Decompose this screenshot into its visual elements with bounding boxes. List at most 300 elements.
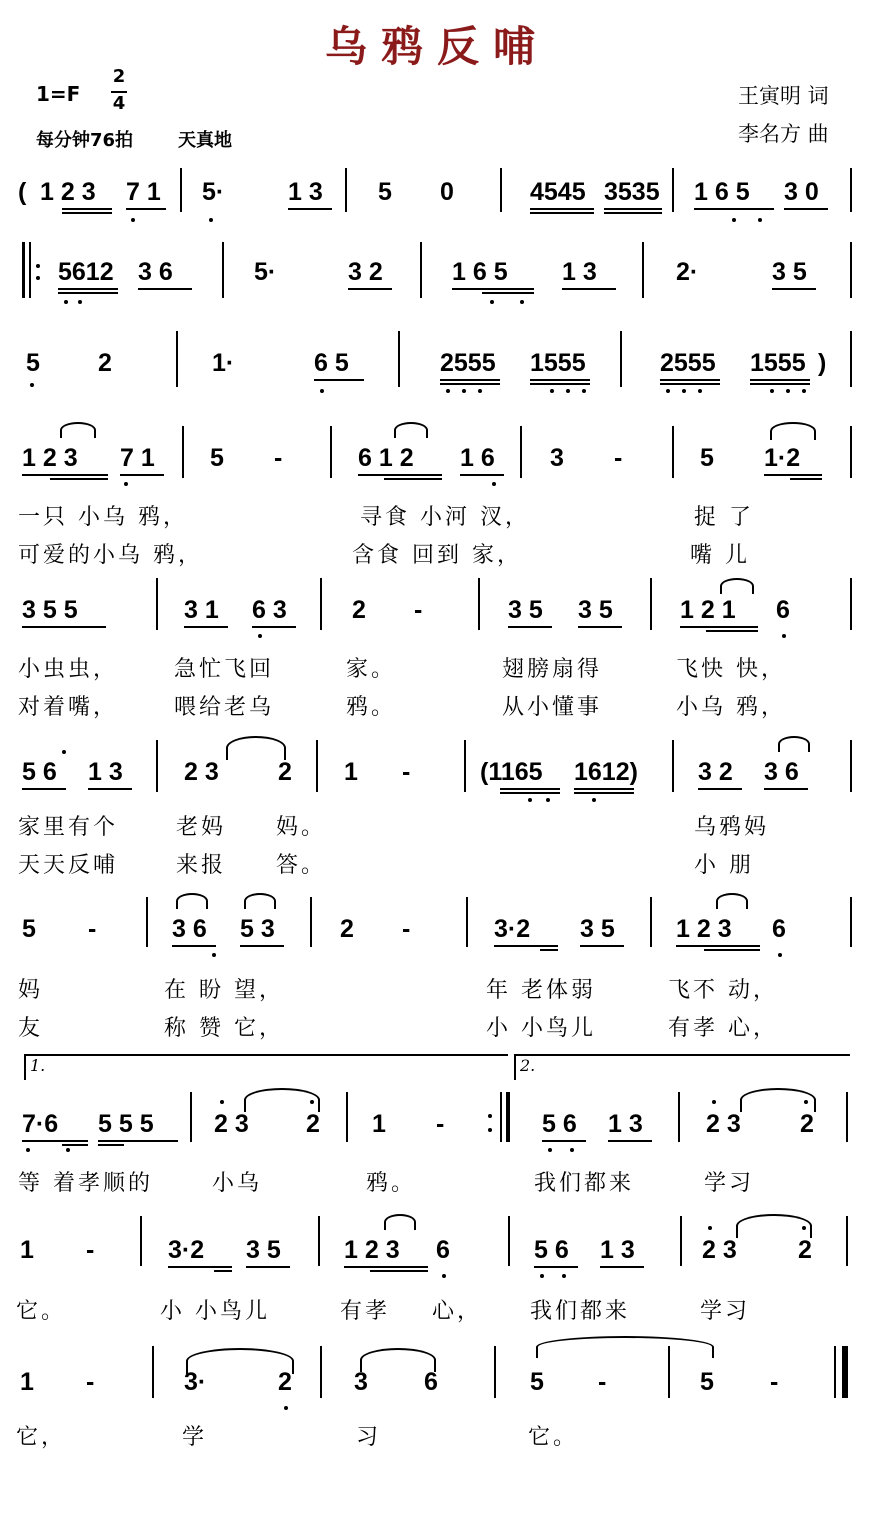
octave-dot: [212, 953, 216, 957]
underline: [440, 383, 500, 385]
underline: [500, 792, 560, 794]
note-group: 2: [278, 758, 292, 786]
note-group: -: [86, 1236, 95, 1264]
tie-slur: [244, 893, 276, 909]
note-group: 3 2: [348, 258, 383, 286]
octave-dot: [220, 1100, 224, 1104]
note-group: 3: [354, 1368, 368, 1396]
underline: [452, 288, 534, 290]
note-group: -: [414, 596, 423, 624]
octave-dot: [802, 1226, 806, 1230]
octave-dot: [310, 1100, 314, 1104]
lyric-line: 老妈: [176, 815, 227, 840]
octave-dot: [566, 389, 570, 393]
note-group: 2 3: [702, 1236, 737, 1264]
note-group: 6 1 2: [358, 444, 414, 472]
underline: [88, 788, 132, 790]
underline: [698, 788, 742, 790]
lyric-line: 家里有个: [18, 815, 119, 840]
lyric-line: 小乌 鸦，: [676, 695, 786, 720]
note-group: 6: [436, 1236, 450, 1264]
lyric-line: 它，: [16, 1425, 67, 1450]
underline: [98, 1144, 124, 1146]
note-group: 2: [352, 596, 366, 624]
lyric-line: 我们都来: [534, 1171, 635, 1196]
lyric-line: 学习: [704, 1171, 755, 1196]
note-group: 5: [22, 915, 36, 943]
note-group: -: [274, 444, 283, 472]
barline: [140, 1216, 142, 1266]
octave-dot: [462, 389, 466, 393]
octave-dot: [570, 1148, 574, 1152]
key-signature: 1=F: [36, 82, 81, 106]
score-system-8: [0, 1052, 874, 1202]
octave-dot: [778, 953, 782, 957]
underline: [790, 478, 822, 480]
underline: [348, 288, 392, 290]
octave-dot: [446, 389, 450, 393]
repeat-dot: [488, 1128, 492, 1132]
note-group: 3 1: [184, 596, 219, 624]
lyric-line: 含食 回到 家，: [352, 543, 522, 568]
lyric-line: 小 小鸟儿: [486, 1016, 596, 1041]
close-paren: ): [818, 349, 827, 377]
octave-dot: [546, 798, 550, 802]
underline: [530, 212, 594, 214]
note-group: -: [770, 1368, 779, 1396]
final-barline-thick: [842, 1346, 848, 1398]
tie-slur: [716, 893, 748, 909]
lyric-line: 年 老体弱: [486, 978, 596, 1003]
note-group: -: [436, 1110, 445, 1138]
underline: [574, 792, 634, 794]
note-group: 6 3: [252, 596, 287, 624]
tie-slur: [244, 1088, 320, 1112]
lyric-line: 有孝: [340, 1299, 391, 1324]
lyric-line: 友: [18, 1016, 44, 1041]
barline: [398, 331, 400, 387]
underline: [22, 474, 108, 476]
lyric-line: 飞不 动，: [668, 978, 778, 1003]
octave-dot: [698, 389, 702, 393]
score-system-3: [0, 325, 874, 405]
note-group: 6 5: [314, 349, 349, 377]
octave-dot: [804, 1100, 808, 1104]
underline: [62, 212, 112, 214]
underline: [246, 1266, 290, 1268]
note-group: -: [86, 1368, 95, 1396]
tie-slur: [536, 1336, 714, 1358]
underline: [694, 208, 774, 210]
tempo-marking: 每分钟76拍: [36, 130, 134, 151]
underline: [358, 474, 442, 476]
lyric-line: 学习: [700, 1299, 751, 1324]
song-title: 乌鸦反哺: [324, 22, 549, 71]
underline: [534, 1266, 578, 1268]
barline: [494, 1346, 496, 1398]
underline: [660, 379, 720, 381]
note-group: 2·: [676, 258, 699, 286]
barline: [346, 1092, 348, 1142]
barline: [672, 168, 674, 212]
note-group: 1 3: [88, 758, 123, 786]
lyric-line: 小 小鸟儿: [160, 1299, 270, 1324]
note-group: 2 3: [184, 758, 219, 786]
underline: [508, 626, 552, 628]
note-group: 2: [306, 1110, 320, 1138]
underline: [384, 478, 442, 480]
lyric-line: 喂给老乌: [174, 695, 275, 720]
note-group: 1 3: [562, 258, 597, 286]
score-system-1: [0, 160, 874, 230]
underline: [22, 1140, 88, 1142]
barline: [222, 242, 224, 298]
note-group: 2 3: [706, 1110, 741, 1138]
note-group: 5: [700, 1368, 714, 1396]
barline: [345, 168, 347, 212]
underline: [172, 945, 216, 947]
note-group: 1: [344, 758, 358, 786]
note-group: 1: [20, 1236, 34, 1264]
lyric-line: 答。: [276, 853, 327, 878]
note-group: 1 6 5: [694, 178, 750, 206]
underline: [22, 788, 66, 790]
octave-dot: [66, 1148, 70, 1152]
underline: [580, 945, 624, 947]
underline: [184, 626, 228, 628]
barline: [850, 578, 852, 630]
octave-dot: [802, 389, 806, 393]
underline: [460, 474, 504, 476]
repeat-end-bar: [500, 1092, 502, 1142]
barline: [420, 242, 422, 298]
note-group: 1 2 3: [344, 1236, 400, 1264]
octave-dot: [490, 300, 494, 304]
underline: [604, 212, 662, 214]
octave-dot: [520, 300, 524, 304]
lyric-line: 对着嘴，: [18, 695, 119, 720]
volta-first-ending: 1.: [24, 1054, 508, 1080]
note-group: 2: [340, 915, 354, 943]
underline: [98, 1140, 178, 1142]
underline: [240, 945, 284, 947]
note-group: (1165: [480, 758, 543, 786]
barline: [650, 578, 652, 630]
underline: [604, 208, 662, 210]
octave-dot: [442, 1274, 446, 1278]
note-group: 0: [440, 178, 454, 206]
octave-dot: [548, 1148, 552, 1152]
note-group: 5 6: [534, 1236, 569, 1264]
lyric-line: 妈: [18, 978, 44, 1003]
octave-dot: [666, 389, 670, 393]
underline: [314, 379, 364, 381]
octave-dot: [782, 634, 786, 638]
tie-slur: [770, 422, 816, 440]
underline: [676, 945, 760, 947]
repeat-dot: [36, 264, 40, 268]
lyric-line: 乌鸦妈: [694, 815, 770, 840]
octave-dot: [492, 482, 496, 486]
lyric-line: 天天反哺: [18, 853, 119, 878]
octave-dot: [258, 634, 262, 638]
barline: [310, 897, 312, 947]
barline: [850, 331, 852, 387]
note-group: 5 3: [240, 915, 275, 943]
expression-marking: 天真地: [178, 130, 232, 151]
note-group: 3 5: [508, 596, 543, 624]
note-group: 7 1: [120, 444, 155, 472]
octave-dot: [786, 389, 790, 393]
barline: [846, 1092, 848, 1142]
lyric-line: 可爱的小乌 鸦，: [18, 543, 203, 568]
octave-dot: [592, 798, 596, 802]
barline: [672, 740, 674, 792]
lyric-line: 来报: [176, 853, 227, 878]
octave-dot: [562, 1274, 566, 1278]
underline: [542, 1140, 586, 1142]
barline: [650, 897, 652, 947]
octave-dot: [732, 218, 736, 222]
lyric-line: 有孝 心，: [668, 1016, 778, 1041]
barline: [668, 1346, 670, 1398]
tie-slur: [778, 736, 810, 752]
barline: [316, 740, 318, 792]
note-group: 3 5: [772, 258, 807, 286]
note-group: 1 6: [460, 444, 495, 472]
barline: [478, 578, 480, 630]
lyric-line: 从小懂事: [502, 695, 603, 720]
octave-dot: [209, 218, 213, 222]
lyric-line: 小虫虫，: [18, 657, 119, 682]
barline: [330, 426, 332, 478]
note-group: 1 3: [288, 178, 323, 206]
tie-slur: [736, 1214, 812, 1238]
barline: [152, 1346, 154, 1398]
barline: [464, 740, 466, 792]
barline: [680, 1216, 682, 1266]
note-group: 2555: [440, 349, 496, 377]
note-group: 1: [372, 1110, 386, 1138]
note-group: 5: [26, 349, 40, 377]
octave-dot: [682, 389, 686, 393]
octave-dot: [131, 218, 135, 222]
note-group: 3·: [184, 1368, 207, 1396]
lyric-line: 等 着孝顺的: [18, 1171, 153, 1196]
lyric-line: 妈。: [276, 815, 327, 840]
lyric-line: 急忙飞回: [174, 657, 275, 682]
underline: [126, 208, 166, 210]
tie-slur: [394, 422, 428, 438]
lyric-line: 我们都来: [530, 1299, 631, 1324]
underline: [772, 288, 816, 290]
octave-dot: [320, 389, 324, 393]
note-group: 6: [424, 1368, 438, 1396]
lyric-line: 小 朋: [694, 853, 754, 878]
note-group: 1 6 5: [452, 258, 508, 286]
note-group: 1 2 3: [22, 444, 78, 472]
underline: [214, 1270, 232, 1272]
note-group: 7 1: [126, 178, 161, 206]
lyric-line: 它。: [16, 1299, 67, 1324]
underline: [764, 788, 808, 790]
octave-dot: [478, 389, 482, 393]
time-sig-denominator: 4: [112, 93, 126, 114]
underline: [750, 379, 810, 381]
note-group: -: [598, 1368, 607, 1396]
note-group: 2: [278, 1368, 292, 1396]
note-group: 3·2: [494, 915, 531, 943]
score-system-7: [0, 885, 874, 1045]
barline: [620, 331, 622, 387]
barline: [500, 168, 502, 212]
note-group: 1612): [574, 758, 638, 786]
note-group: 6: [776, 596, 790, 624]
note-group: 4545: [530, 178, 586, 206]
note-group: 1555: [750, 349, 806, 377]
underline: [482, 292, 534, 294]
underline: [608, 1140, 652, 1142]
underline: [370, 1270, 428, 1272]
note-group: 1·2: [764, 444, 801, 472]
note-group: 1·: [212, 349, 235, 377]
tie-slur: [226, 736, 286, 760]
note-group: 5: [700, 444, 714, 472]
score-system-9: [0, 1206, 874, 1336]
underline: [252, 626, 296, 628]
note-group: 5 6: [542, 1110, 577, 1138]
open-paren: (: [18, 178, 27, 206]
lyric-line: 鸦。: [366, 1171, 417, 1196]
note-group: 1 2 1: [680, 596, 736, 624]
underline: [500, 788, 560, 790]
repeat-start-bar: [29, 242, 31, 298]
barline: [176, 331, 178, 387]
score-system-4: [0, 410, 874, 570]
barline: [318, 1216, 320, 1266]
lyric-line: 一只 小乌 鸦，: [18, 505, 188, 530]
lyric-line: 飞快 快，: [676, 657, 786, 682]
octave-dot: [528, 798, 532, 802]
note-group: 2: [98, 349, 112, 377]
barline: [678, 1092, 680, 1142]
octave-dot: [712, 1100, 716, 1104]
note-group: 1 3: [608, 1110, 643, 1138]
octave-dot: [708, 1226, 712, 1230]
barline: [642, 242, 644, 298]
underline: [706, 630, 758, 632]
tie-slur: [176, 893, 208, 909]
note-group: -: [402, 758, 411, 786]
note-group: 3 5 5: [22, 596, 78, 624]
note-group: 3 2: [698, 758, 733, 786]
underline: [138, 288, 192, 290]
time-sig-numerator: 2: [112, 66, 126, 87]
underline: [344, 1266, 428, 1268]
score-system-6: [0, 730, 874, 880]
lyric-line: 心，: [432, 1299, 483, 1324]
underline: [784, 208, 828, 210]
note-group: 5·: [202, 178, 225, 206]
score-system-2: [0, 238, 874, 318]
barline: [520, 426, 522, 478]
note-group: 2555: [660, 349, 716, 377]
octave-dot: [124, 482, 128, 486]
barline: [320, 1346, 322, 1398]
final-barline-thin: [834, 1346, 836, 1398]
note-group: 1: [20, 1368, 34, 1396]
octave-dot: [30, 383, 34, 387]
lyric-line: 小乌: [212, 1171, 263, 1196]
lyric-line: 家。: [346, 657, 397, 682]
underline: [578, 626, 622, 628]
underline: [562, 288, 616, 290]
repeat-end-bar: [506, 1092, 510, 1142]
tie-slur: [384, 1214, 416, 1230]
lyric-line: 称 赞 它，: [164, 1016, 284, 1041]
note-group: 5 5 5: [98, 1110, 154, 1138]
octave-dot: [284, 1406, 288, 1410]
repeat-dot: [488, 1114, 492, 1118]
barline: [146, 897, 148, 947]
lyric-line: 它。: [528, 1425, 579, 1450]
tie-slur: [60, 422, 96, 438]
barline: [156, 578, 158, 630]
lyricist-credit: 王寅明 词: [738, 84, 829, 108]
barline: [672, 426, 674, 478]
underline: [50, 478, 108, 480]
note-group: 5: [378, 178, 392, 206]
barline: [846, 1216, 848, 1266]
underline: [22, 626, 106, 628]
underline: [440, 379, 500, 381]
barline: [320, 578, 322, 630]
note-group: 5: [530, 1368, 544, 1396]
note-group: 3 6: [138, 258, 173, 286]
underline: [58, 288, 118, 290]
note-group: 3 5: [578, 596, 613, 624]
note-group: 1 3: [600, 1236, 635, 1264]
note-group: 1555: [530, 349, 586, 377]
underline: [540, 949, 558, 951]
underline: [62, 208, 112, 210]
lyric-line: 捉 了: [694, 505, 754, 530]
score-system-10: [0, 1336, 874, 1466]
note-group: 6: [772, 915, 786, 943]
underline: [530, 208, 594, 210]
note-group: 1 2 3: [676, 915, 732, 943]
underline: [574, 788, 634, 790]
note-group: 3535: [604, 178, 660, 206]
note-group: -: [88, 915, 97, 943]
octave-dot: [550, 389, 554, 393]
lyric-line: 嘴 儿: [690, 543, 750, 568]
repeat-start-bar: [22, 242, 25, 298]
note-group: 3·2: [168, 1236, 205, 1264]
note-group: 1 2 3: [40, 178, 96, 206]
underline: [58, 292, 118, 294]
octave-dot: [770, 389, 774, 393]
tie-slur: [720, 578, 754, 594]
barline: [850, 426, 852, 478]
note-group: 2: [798, 1236, 812, 1264]
octave-dot: [758, 218, 762, 222]
note-group: 5612: [58, 258, 114, 286]
note-group: 3 5: [246, 1236, 281, 1264]
composer-credit: 李名方 曲: [738, 122, 829, 146]
underline: [168, 1266, 232, 1268]
underline: [764, 474, 822, 476]
